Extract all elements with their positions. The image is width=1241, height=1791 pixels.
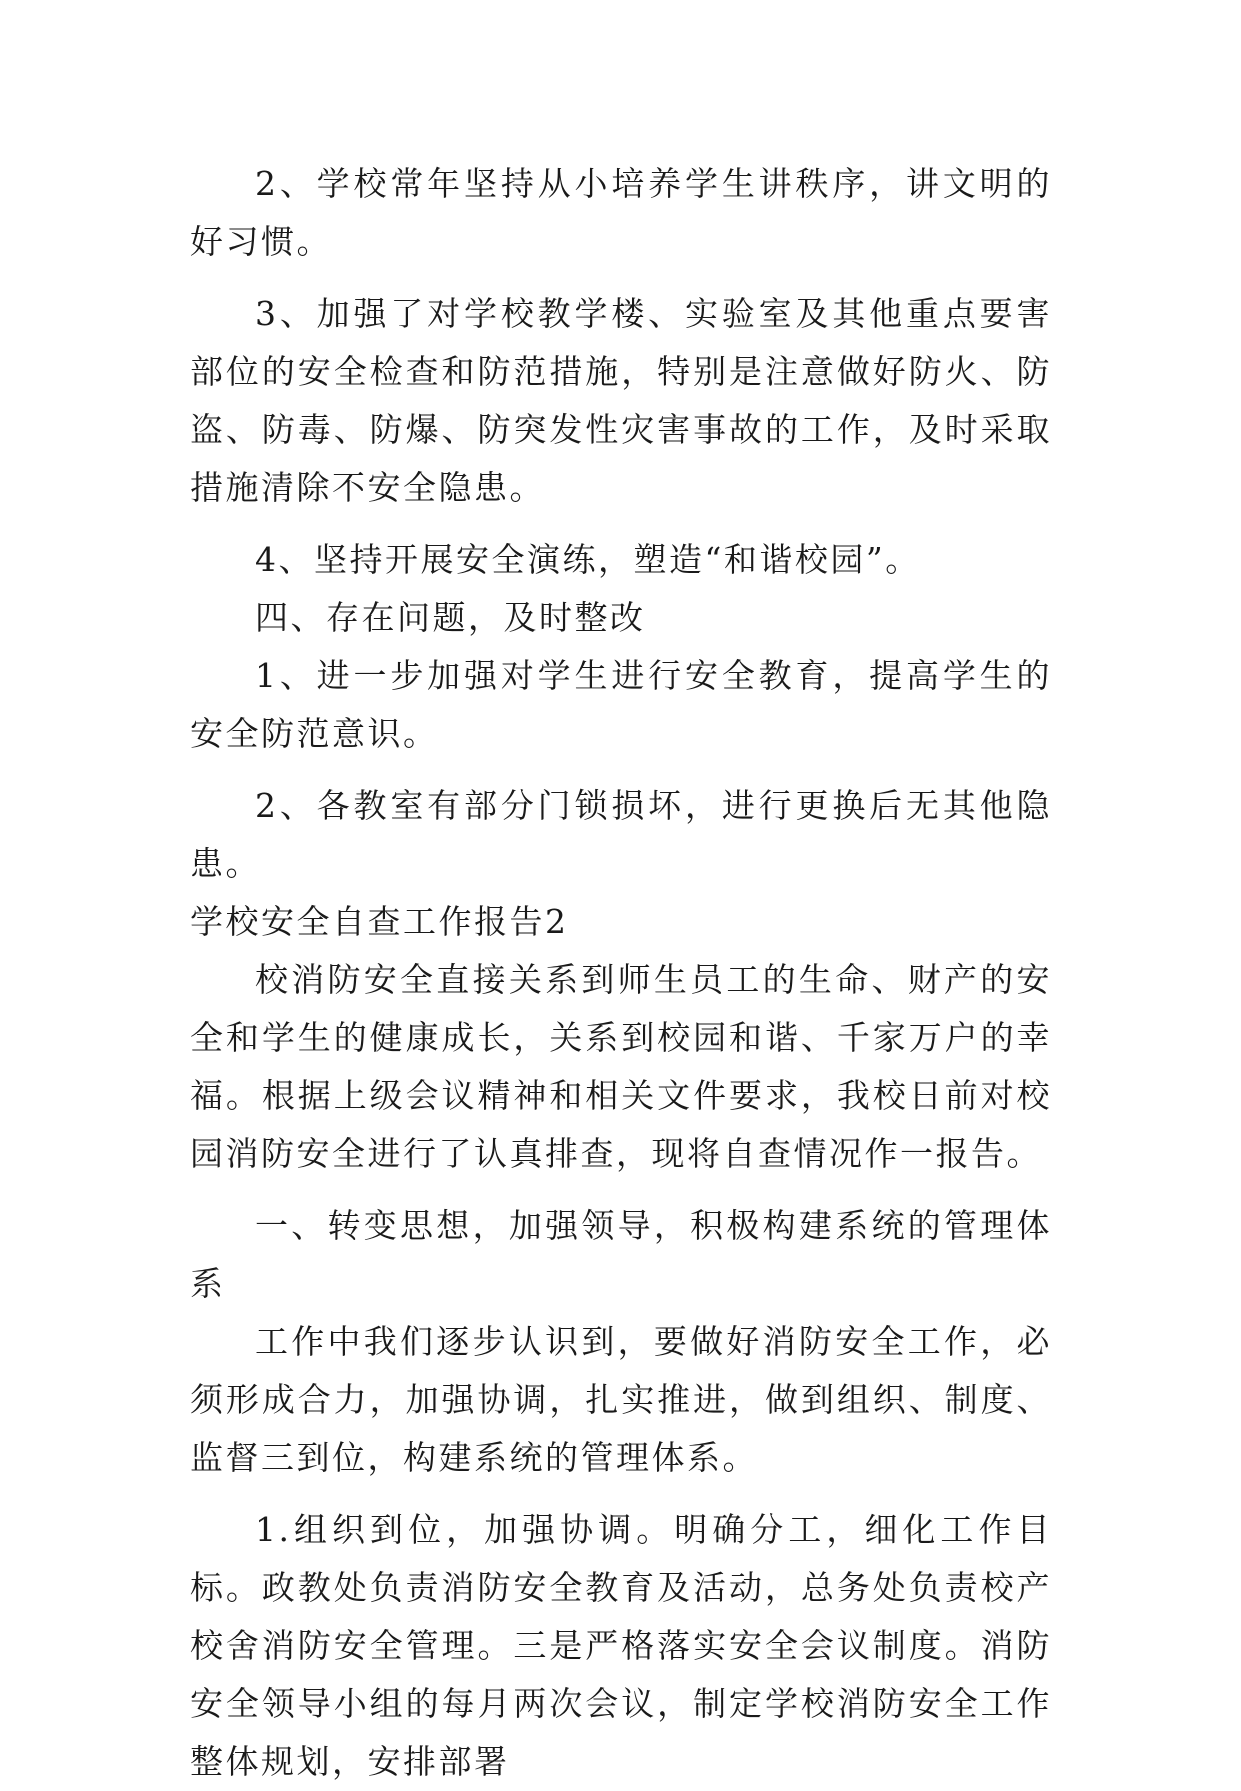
paragraph-habit: 2、学校常年坚持从小培养学生讲秩序，讲文明的好习惯。 — [190, 164, 1052, 261]
paragraph-system: 工作中我们逐步认识到，要做好消防安全工作，必须形成合力，加强协调，扎实推进，做到组织、制度、监督三到位，构建系统的管理体系。 — [190, 1322, 1052, 1477]
paragraph-education: 1、进一步加强对学生进行安全教育，提高学生的安全防范意识。 — [190, 656, 1052, 753]
section-heading-leadership: 一、转变思想，加强领导，积极构建系统的管理体系 — [190, 1206, 1052, 1303]
paragraph-organization: 1.组织到位，加强协调。明确分工，细化工作目标。政教处负责消防安全教育及活动，总务处负责校产校舍消防安全管理。三是严格落实安全会议制度。消防安全领导小组的每月两次会议，制定学校消防安全工作整体规划，安排部署 — [190, 1510, 1052, 1781]
paragraph-inspection: 3、加强了对学校教学楼、实验室及其他重点要害部位的安全检查和防范措施，特别是注意做好防火、防盗、防毒、防爆、防突发性灾害事故的工作，及时采取措施清除不安全隐患。 — [190, 294, 1052, 507]
report-title: 学校安全自查工作报告2 — [190, 902, 569, 941]
paragraph-intro: 校消防安全直接关系到师生员工的生命、财产的安全和学生的健康成长，关系到校园和谐、千家万户的幸福。根据上级会议精神和相关文件要求，我校日前对校园消防安全进行了认真排查，现将自查情况作一报告。 — [190, 960, 1052, 1173]
document-page — [190, 155, 1052, 1791]
paragraph-locks: 2、各教室有部分门锁损坏，进行更换后无其他隐患。 — [190, 786, 1052, 883]
section-heading-problems: 四、存在问题，及时整改 — [255, 598, 646, 637]
paragraph-drill: 4、坚持开展安全演练，塑造“和谐校园”。 — [255, 540, 921, 579]
